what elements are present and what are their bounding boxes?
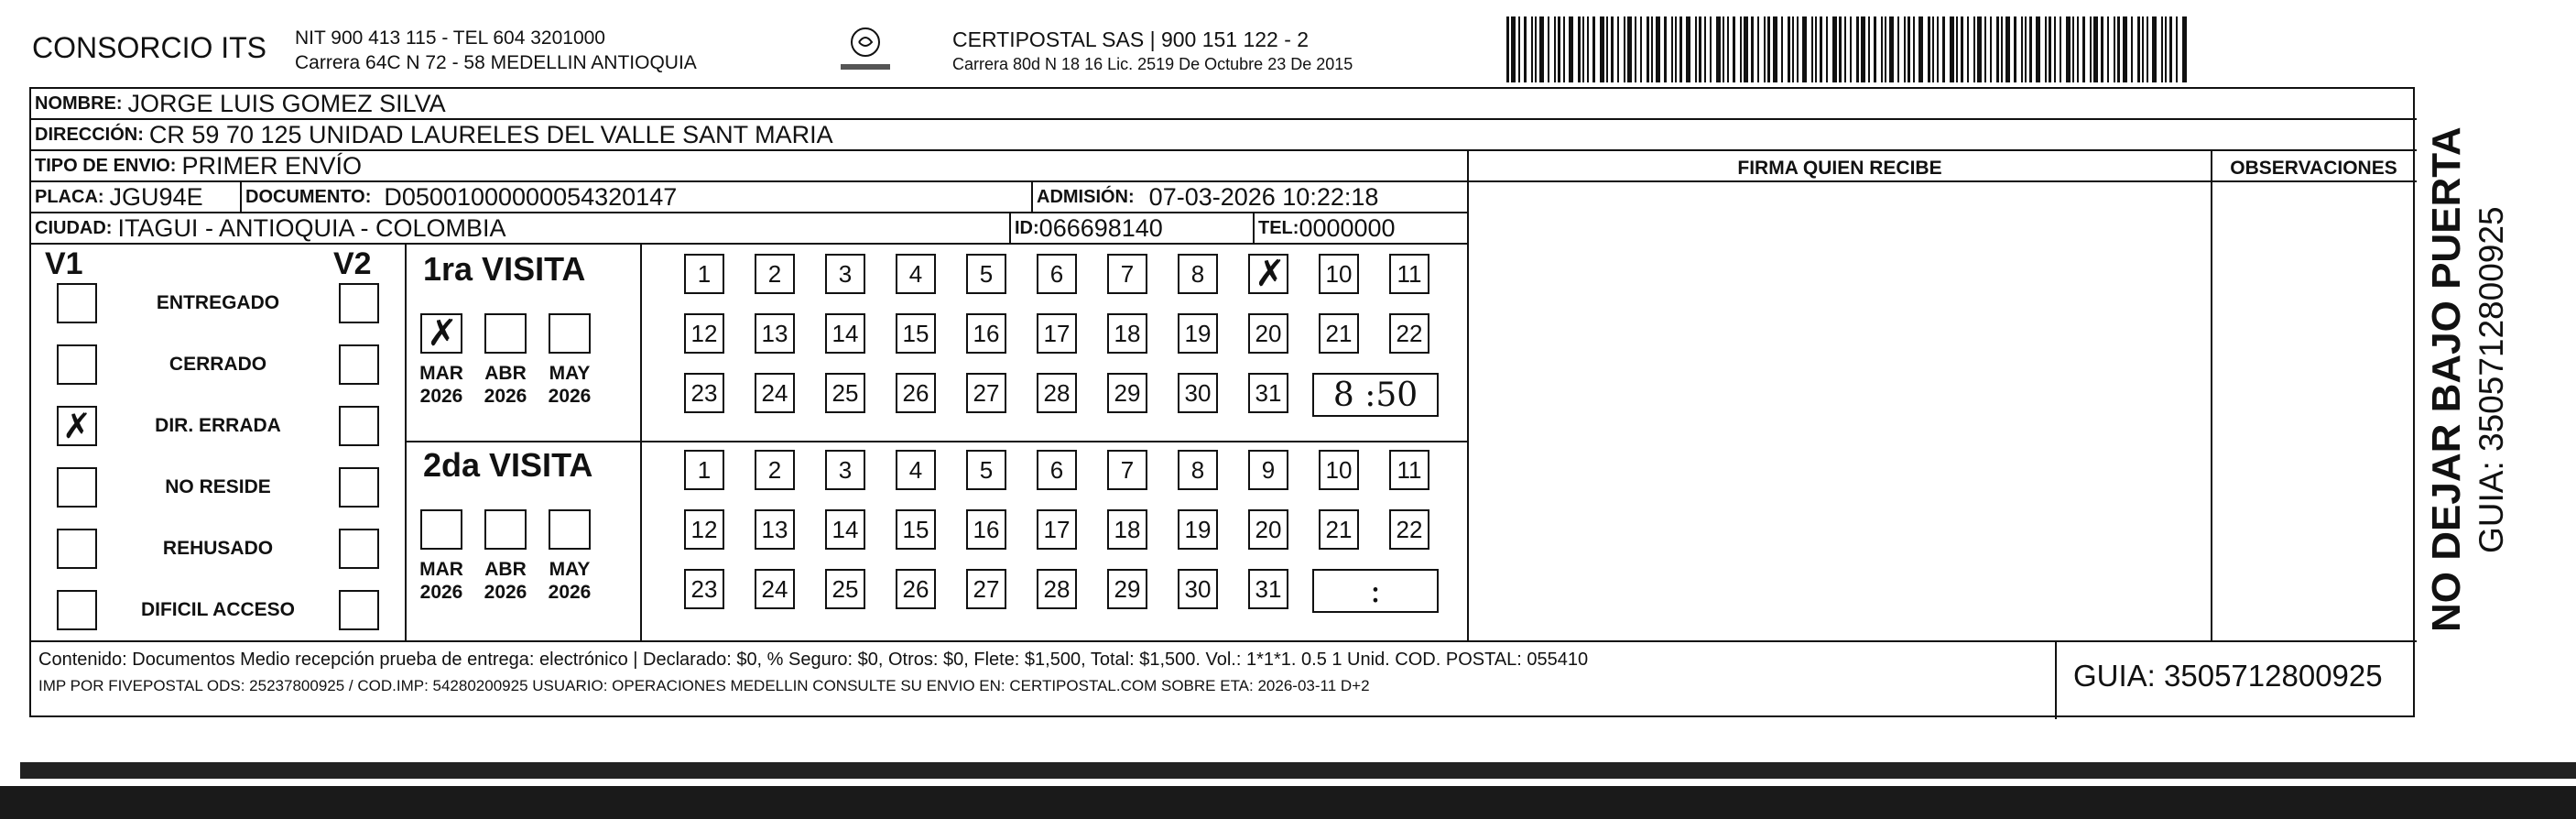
barcode-bar (2107, 16, 2109, 82)
barcode-bar (1606, 16, 1608, 82)
day-box[interactable]: 28 (1037, 569, 1077, 609)
barcode-bar (2077, 16, 2079, 82)
day-box[interactable]: 24 (755, 569, 795, 609)
footer-imp: IMP POR FIVEPOSTAL ODS: 25237800925 / COD.IMP: 54280200925 USUARIO: OPERACIONES MEDELLIN CONSULTE SU ENVIO EN: CERTIPOSTAL.COM SOBRE ETA: 2026-03-11 D+2 (38, 677, 1370, 694)
day-box[interactable]: 2 (755, 254, 795, 294)
day-box[interactable]: 25 (825, 373, 865, 413)
day-box[interactable]: 4 (896, 254, 936, 294)
day-box[interactable]: 29 (1107, 373, 1147, 413)
nombre-label: NOMBRE: (35, 93, 123, 114)
barcode-bar (1792, 16, 1794, 82)
barcode-bar (1932, 16, 1934, 82)
barcode-bar (2072, 16, 2074, 82)
barcode-bar (2147, 16, 2148, 82)
day-box[interactable]: 6 (1037, 450, 1077, 490)
month-name: MAR (419, 363, 463, 384)
barcode-bar (1656, 16, 1660, 82)
month-label (482, 362, 529, 408)
barcode-bar (1617, 16, 1619, 82)
visit-divider (407, 441, 1467, 442)
barcode-bar (2014, 16, 2016, 82)
barcode-bar (1767, 16, 1770, 82)
barcode-bar (1757, 16, 1759, 82)
nombre-value: JORGE LUIS GOMEZ SILVA (127, 89, 446, 117)
month-name: MAY (549, 559, 591, 580)
barcode-bar (1950, 16, 1954, 82)
company-info (295, 26, 697, 75)
day-box[interactable]: 30 (1178, 569, 1218, 609)
day-box[interactable]: 30 (1178, 373, 1218, 413)
barcode-bar (1984, 16, 1986, 82)
v2-checkbox[interactable] (339, 344, 379, 385)
month-checkbox[interactable] (484, 509, 527, 550)
status-option-label: NO RESIDE (165, 476, 271, 497)
id-label: ID: (1015, 217, 1039, 238)
day-box[interactable]: 11 (1389, 450, 1429, 490)
barcode-bar (1635, 16, 1636, 82)
barcode-bar (1506, 16, 1509, 82)
admision-cell (1031, 182, 1467, 212)
tipo-label: TIPO DE ENVIO: (35, 155, 177, 176)
barcode-bar (1686, 16, 1690, 82)
barcode-bar (2176, 16, 2178, 82)
v1-checkbox[interactable] (57, 467, 97, 508)
barcode-bar (1781, 16, 1783, 82)
barcode-bar (1913, 16, 1915, 82)
barcode-bar (1918, 16, 1923, 82)
barcode-bar (1716, 16, 1721, 82)
day-box[interactable]: 11 (1389, 254, 1429, 294)
barcode-bar (1764, 16, 1766, 82)
month-label (546, 362, 593, 408)
barcode-bar (1861, 16, 1865, 82)
status-option-label: DIFICIL ACCESO (140, 599, 295, 620)
direccion-label: DIRECCIÓN: (35, 124, 144, 145)
barcode-bar (1624, 16, 1625, 82)
barcode-bar (1627, 16, 1632, 82)
barcode-bar (2182, 16, 2187, 82)
day-box[interactable]: 29 (1107, 569, 1147, 609)
barcode-bar (2117, 16, 2120, 82)
day-box[interactable]: 19 (1178, 313, 1218, 354)
month-checkbox[interactable] (484, 313, 527, 354)
barcode-bar (1699, 16, 1701, 82)
certipostal-logo (833, 26, 897, 77)
barcode-bar (2082, 16, 2085, 82)
v1-checkbox[interactable] (57, 283, 97, 323)
barcode-bar (1928, 16, 1930, 82)
barcode-bar (1885, 16, 1886, 82)
day-box[interactable]: 17 (1037, 509, 1077, 550)
barcode-bar (2169, 16, 2172, 82)
barcode-bar (1592, 16, 1595, 82)
side-guia: GUIA: 3505712800925 (2473, 206, 2510, 553)
v1-checkbox[interactable] (57, 529, 97, 569)
v2-checkbox[interactable] (339, 283, 379, 323)
month-label (418, 558, 465, 604)
month-checkbox[interactable] (549, 509, 591, 550)
row-tipo (31, 151, 1467, 182)
day-box[interactable]: 16 (966, 313, 1006, 354)
barcode-bar (1554, 16, 1556, 82)
day-box[interactable]: 4 (896, 450, 936, 490)
barcode-bar (1524, 16, 1527, 82)
visit-title: 1ra VISITA (423, 250, 586, 288)
status-option-label: REHUSADO (162, 538, 274, 559)
barcode-bar (1563, 16, 1565, 82)
status-option-label: CERRADO (168, 354, 267, 375)
barcode-bar (1889, 16, 1894, 82)
direccion-value: CR 59 70 125 UNIDAD LAURELES DEL VALLE SANT MARIA (148, 120, 833, 148)
tel-value: 0000000 (1299, 213, 1396, 242)
v2-checkbox[interactable] (339, 406, 379, 446)
day-box[interactable]: 27 (966, 569, 1006, 609)
barcode-bar (2021, 16, 2023, 82)
day-box[interactable]: 13 (755, 509, 795, 550)
barcode-bar (1539, 16, 1544, 82)
day-box[interactable]: 13 (755, 313, 795, 354)
barcode-bar (1531, 16, 1533, 82)
month-label (482, 558, 529, 604)
barcode-bar (1990, 16, 1992, 82)
barcode-bar (1967, 16, 1969, 82)
ciudad-value: ITAGUI - ANTIOQUIA - COLOMBIA (117, 213, 506, 242)
day-box[interactable]: 3 (825, 254, 865, 294)
barcode-bar (2029, 16, 2032, 82)
barcode-bar (1733, 16, 1735, 82)
signature-area[interactable] (1467, 182, 2211, 640)
barcode-bar (2152, 16, 2157, 82)
day-box[interactable]: 26 (896, 373, 936, 413)
status-panel (31, 245, 407, 640)
barcode-bar (1811, 16, 1813, 82)
day-box[interactable]: 12 (684, 313, 724, 354)
month-name: MAR (419, 559, 463, 580)
day-box[interactable]: 5 (966, 254, 1006, 294)
ciudad-label: CIUDAD: (35, 217, 113, 238)
barcode-bar (1679, 16, 1682, 82)
v1-checkbox[interactable] (57, 406, 97, 446)
barcode-bar (1671, 16, 1673, 82)
day-box[interactable]: 2 (755, 450, 795, 490)
barcode-bar (1664, 16, 1667, 82)
day-box[interactable]: 17 (1037, 313, 1077, 354)
day-box[interactable]: 22 (1389, 509, 1429, 550)
tipo-value: PRIMER ENVÍO (181, 151, 362, 180)
barcode-bar (1844, 16, 1846, 82)
month-checkbox[interactable] (420, 313, 462, 354)
month-check-mark: ✗ (427, 312, 458, 355)
day-box[interactable]: 18 (1107, 509, 1147, 550)
barcode-bar (2165, 16, 2167, 82)
barcode-bar (2005, 16, 2010, 82)
barcode-bar (2066, 16, 2071, 82)
barcode-bar (2001, 16, 2003, 82)
day-box[interactable]: 9 (1248, 450, 1288, 490)
day-box[interactable]: 8 (1178, 254, 1218, 294)
month-year: 2026 (419, 386, 463, 407)
barcode-bar (1881, 16, 1883, 82)
barcode-bar (1600, 16, 1604, 82)
month-year: 2026 (484, 386, 527, 407)
tel-label: TEL: (1258, 217, 1299, 238)
day-box[interactable]: 31 (1248, 569, 1288, 609)
barcode (1506, 16, 2189, 82)
barcode-bar (2060, 16, 2061, 82)
day-box[interactable]: 15 (896, 313, 936, 354)
day-box[interactable]: 14 (825, 509, 865, 550)
barcode-bar (1839, 16, 1842, 82)
day-box[interactable]: 24 (755, 373, 795, 413)
id-value: 066698140 (1038, 213, 1163, 242)
barcode-bar (1904, 16, 1906, 82)
admision-label: ADMISIÓN: (1037, 186, 1135, 207)
observaciones-header: OBSERVACIONES (2230, 158, 2397, 179)
day-box[interactable]: 27 (966, 373, 1006, 413)
barcode-bar (2123, 16, 2127, 82)
barcode-bar (2114, 16, 2115, 82)
day-box[interactable]: 7 (1107, 254, 1147, 294)
barcode-bar (2137, 16, 2140, 82)
barcode-bar (2054, 16, 2056, 82)
day-box[interactable]: 7 (1107, 450, 1147, 490)
time-box[interactable]: : (1312, 569, 1439, 613)
v1-checkbox[interactable] (57, 590, 97, 630)
barcode-bar (2093, 16, 2098, 82)
barcode-bar (1832, 16, 1837, 82)
barcode-bar (1640, 16, 1642, 82)
v1-checkbox[interactable] (57, 344, 97, 385)
barcode-bar (1802, 16, 1807, 82)
day-box[interactable]: 23 (684, 569, 724, 609)
barcode-bar (2049, 16, 2051, 82)
barcode-bar (1651, 16, 1653, 82)
footer-content: Contenido: Documentos Medio recepción prueba de entrega: electrónico | Declarado: $0, % Seguro: $0, Otros: $0, Flete: $1,500, Total: $1,500. Vol.: 1*1*1. 0.5 1 Unid. COD. POSTAL: 055410 (38, 650, 1589, 670)
barcode-bar (1582, 16, 1584, 82)
day-box[interactable]: 6 (1037, 254, 1077, 294)
barcode-bar (1788, 16, 1790, 82)
admision-value: 07-03-2026 10:22:18 (1148, 182, 1379, 211)
barcode-bar (2142, 16, 2144, 82)
barcode-bar (1558, 16, 1560, 82)
day-box[interactable]: 12 (684, 509, 724, 550)
id-cell (1009, 213, 1284, 243)
barcode-bar (1826, 16, 1828, 82)
day-box[interactable]: 20 (1248, 313, 1288, 354)
barcode-bar (1937, 16, 1939, 82)
v2-checkbox[interactable] (339, 590, 379, 630)
day-box[interactable]: 8 (1178, 450, 1218, 490)
months-divider (640, 245, 642, 640)
v2-checkbox[interactable] (339, 467, 379, 508)
month-checkbox[interactable] (420, 509, 462, 550)
month-year: 2026 (548, 582, 592, 603)
status-option-label: DIR. ERRADA (155, 415, 281, 436)
day-box[interactable] (1248, 254, 1288, 294)
time-box[interactable]: 8 :50 (1312, 373, 1439, 417)
row-nombre (31, 89, 2417, 120)
barcode-bar (1695, 16, 1697, 82)
day-box[interactable]: 16 (966, 509, 1006, 550)
barcode-bar (1518, 16, 1520, 82)
month-name: ABR (484, 559, 527, 580)
visit-title: 2da VISITA (423, 446, 593, 484)
barcode-bar (2090, 16, 2092, 82)
day-box[interactable]: 28 (1037, 373, 1077, 413)
barcode-bar (1723, 16, 1724, 82)
barcode-bar (1820, 16, 1822, 82)
company-name: CONSORCIO ITS (32, 31, 267, 64)
firma-header: FIRMA QUIEN RECIBE (1737, 158, 1942, 179)
carrier-info (952, 27, 1353, 77)
barcode-bar (1704, 16, 1706, 82)
barcode-bar (1751, 16, 1754, 82)
day-box[interactable]: 20 (1248, 509, 1288, 550)
day-box[interactable]: 15 (896, 509, 936, 550)
barcode-bar (1727, 16, 1729, 82)
barcode-bar (1647, 16, 1649, 82)
barcode-bar (1548, 16, 1549, 82)
day-check-mark: ✗ (1255, 253, 1286, 295)
barcode-bar (1850, 16, 1852, 82)
bottom-edge (20, 762, 2576, 779)
day-box[interactable]: 1 (684, 254, 724, 294)
v2-label: V2 (333, 246, 372, 281)
carrier-name: CERTIPOSTAL SAS | 900 151 122 - 2 (952, 27, 1310, 51)
day-box[interactable]: 5 (966, 450, 1006, 490)
day-box[interactable]: 31 (1248, 373, 1288, 413)
month-label (418, 362, 465, 408)
barcode-bar (2045, 16, 2047, 82)
barcode-bar (1868, 16, 1870, 82)
barcode-bar (2101, 16, 2103, 82)
day-box[interactable]: 14 (825, 313, 865, 354)
carrier-address: Carrera 80d N 18 16 Lic. 2519 De Octubre 23 De 2015 (952, 55, 1353, 73)
barcode-bar (1587, 16, 1589, 82)
v1-check-mark: ✗ (62, 406, 92, 446)
side-warning: NO DEJAR BAJO PUERTA (2424, 126, 2469, 632)
day-box[interactable]: 19 (1178, 509, 1218, 550)
placa-value: JGU94E (109, 182, 203, 211)
day-box[interactable]: 25 (825, 569, 865, 609)
row-placa (31, 182, 1467, 213)
barcode-bar (1956, 16, 1958, 82)
day-box[interactable]: 21 (1319, 313, 1359, 354)
documento-label: DOCUMENTO: (245, 186, 372, 207)
day-box[interactable]: 26 (896, 569, 936, 609)
barcode-bar (1740, 16, 1742, 82)
barcode-bar (1908, 16, 1910, 82)
tel-cell (1253, 213, 1467, 243)
day-box[interactable]: 3 (825, 450, 865, 490)
barcode-bar (1797, 16, 1799, 82)
barcode-bar (1977, 16, 1982, 82)
v2-checkbox[interactable] (339, 529, 379, 569)
barcode-bar (2025, 16, 2027, 82)
barcode-bar (1897, 16, 1899, 82)
row-ciudad (31, 213, 1467, 245)
documento-value: D05001000000054320147 (384, 182, 678, 211)
guia-divider (2055, 640, 2057, 719)
row-direccion (31, 120, 2417, 151)
barcode-bar (1611, 16, 1614, 82)
delivery-form (29, 87, 2415, 717)
day-box[interactable]: 21 (1319, 509, 1359, 550)
barcode-bar (1942, 16, 1945, 82)
day-box[interactable]: 18 (1107, 313, 1147, 354)
company-nit: NIT 900 413 115 - TEL 604 3201000 (295, 27, 605, 49)
month-year: 2026 (419, 582, 463, 603)
month-name: ABR (484, 363, 527, 384)
month-checkbox[interactable] (549, 313, 591, 354)
status-option-label: ENTREGADO (156, 292, 280, 313)
documento-cell (240, 182, 1046, 212)
barcode-bar (1856, 16, 1859, 82)
day-box[interactable]: 23 (684, 373, 724, 413)
observations-area[interactable] (2212, 182, 2417, 640)
day-box[interactable]: 1 (684, 450, 724, 490)
month-name: MAY (549, 363, 591, 384)
status-divider (405, 245, 407, 640)
month-year: 2026 (548, 386, 592, 407)
barcode-bar (1815, 16, 1817, 82)
barcode-bar (1569, 16, 1573, 82)
barcode-bar (1773, 16, 1777, 82)
barcode-bar (1996, 16, 1999, 82)
barcode-bar (1710, 16, 1712, 82)
footer-guia: GUIA: 3505712800925 (2073, 659, 2383, 693)
month-year: 2026 (484, 582, 527, 603)
bottom-bar (0, 786, 2576, 819)
barcode-bar (1535, 16, 1537, 82)
v1-label: V1 (45, 246, 83, 281)
barcode-bar (1675, 16, 1677, 82)
company-address: Carrera 64C N 72 - 58 MEDELLIN ANTIOQUIA (295, 52, 697, 73)
barcode-bar (1511, 16, 1516, 82)
barcode-bar (1874, 16, 1876, 82)
day-box[interactable]: 10 (1319, 254, 1359, 294)
barcode-bar (1744, 16, 1748, 82)
barcode-bar (1578, 16, 1581, 82)
barcode-bar (2161, 16, 2163, 82)
barcode-bar (1973, 16, 1975, 82)
placa-label: PLACA: (35, 186, 104, 207)
barcode-bar (2036, 16, 2040, 82)
footer-line (31, 640, 2417, 642)
day-box[interactable]: 22 (1389, 313, 1429, 354)
day-box[interactable]: 10 (1319, 450, 1359, 490)
barcode-bar (2131, 16, 2133, 82)
barcode-bar (1961, 16, 1963, 82)
month-label (546, 558, 593, 604)
